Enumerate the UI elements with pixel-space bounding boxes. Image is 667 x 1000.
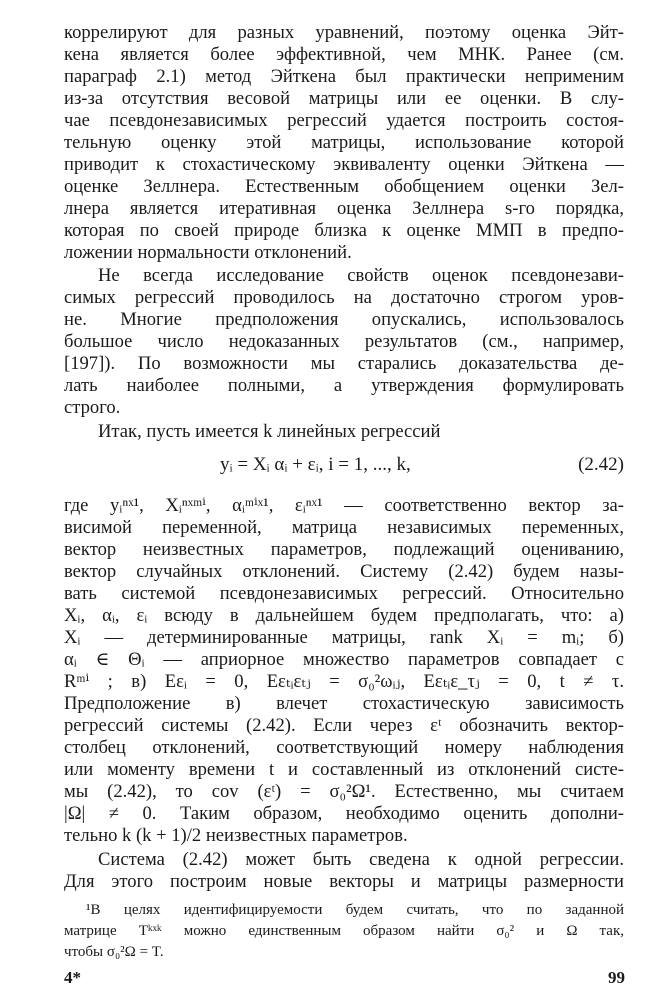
text-line: ложении нормальности отклонений.	[64, 242, 352, 263]
footnote-line: матрице Tᵏˣᵏ можно единственным образом найти σ₀² и Ω так,	[64, 923, 624, 939]
text-line: из-за отсутствия весовой матрицы или ее оценки. В слу-	[64, 88, 624, 109]
text-line: не. Многие предположения опускались, использовалось	[64, 309, 624, 330]
text-line: Rᵐⁱ ; в) Eεᵢ = 0, Eεₜᵢεₜⱼ = σ₀²ωᵢⱼ, Eεₜᵢε_τⱼ = 0, t ≠ τ.	[64, 671, 624, 692]
text-line: лать наиболее полными, а утверждения формулировать	[64, 375, 624, 396]
page-number: 99	[608, 968, 625, 987]
equation-body: yᵢ = Xᵢ αᵢ + εᵢ, i = 1, ..., k,	[220, 454, 411, 475]
text-line: Xᵢ, αᵢ, εᵢ всюду в дальнейшем будем предполагать, что: а)	[64, 605, 624, 626]
text-line: чае псевдонезависимых регрессий удается построить состоя-	[64, 110, 624, 131]
text-line: оценке Зеллнера. Естественным обобщением оценки Зел-	[64, 176, 624, 197]
text-line: коррелируют для разных уравнений, поэтому оценка Эйт-	[64, 22, 624, 43]
text-line: тельную оценку этой матрицы, использование которой	[64, 132, 624, 153]
footnote-line: ¹В целях идентифицируемости будем считать, что по заданной	[86, 902, 624, 918]
text-line: вектор случайных отклонений. Систему (2.42) будем назы-	[64, 561, 624, 582]
text-line: |Ω| ≠ 0. Таким образом, необходимо оценить дополни-	[64, 803, 624, 824]
text-line: висимой переменной, матрица независимых переменных,	[64, 517, 624, 538]
footnote-line: чтобы σ₀²Ω = T.	[64, 944, 164, 960]
signature-mark: 4*	[64, 968, 81, 987]
text-line: параграф 2.1) метод Эйткена был практически неприменим	[64, 66, 624, 87]
text-line: Система (2.42) может быть сведена к одной регрессии.	[98, 849, 624, 870]
text-line: большое число недоказанных результатов (см., например,	[64, 331, 624, 352]
text-line: или моменту времени t и составленный из отклонений систе-	[64, 759, 624, 780]
text-line: Xᵢ — детерминированные матрицы, rank Xᵢ = mᵢ; б)	[64, 627, 624, 648]
text-line: где yᵢⁿˣ¹, Xᵢⁿˣᵐⁱ, αᵢᵐⁱˣ¹, εᵢⁿˣ¹ — соответственно вектор за-	[64, 495, 624, 516]
text-line: вектор неизвестных параметров, подлежащий оцениванию,	[64, 539, 624, 560]
equation-2-42	[64, 451, 624, 479]
text-line: вать системой псевдонезависимых регрессий. Относительно	[64, 583, 624, 604]
text-line: столбец отклонений, соответствующий номеру наблюдения	[64, 737, 624, 758]
text-line: строго.	[64, 397, 121, 418]
text-line: αᵢ ∈ Θᵢ — априорное множество параметров совпадает с	[64, 649, 624, 670]
text-line: Для этого построим новые векторы и матрицы размерности	[64, 871, 624, 892]
text-line: Предположение в) влечет стохастическую зависимость	[64, 693, 624, 714]
text-line: Итак, пусть имеется k линейных регрессий	[98, 421, 441, 442]
text-line: регрессий системы (2.42). Если через εᵗ обозначить вектор-	[64, 715, 624, 736]
text-line: мы (2.42), то cov (εᵗ) = σ₀²Ω¹. Естественно, мы считаем	[64, 781, 624, 802]
equation-number: (2.42)	[578, 454, 624, 475]
text-line: лнера является итеративная оценка Зеллнера s-го порядка,	[64, 198, 624, 219]
text-line: Не всегда исследование свойств оценок псевдонезави-	[98, 265, 624, 286]
text-line: симых регрессий проводилось на достаточно строгом уров-	[64, 287, 624, 308]
text-line: [197]). По возможности мы старались доказательства де-	[64, 353, 624, 374]
text-line: которая по своей природе близка к оценке ММП в предпо-	[64, 220, 624, 241]
text-line: тельно k (k + 1)/2 неизвестных параметров.	[64, 825, 408, 846]
text-line: кена является более эффективной, чем МНК. Ранее (см.	[64, 44, 624, 65]
text-line: приводит к стохастическому эквиваленту оценки Эйткена —	[64, 154, 624, 175]
